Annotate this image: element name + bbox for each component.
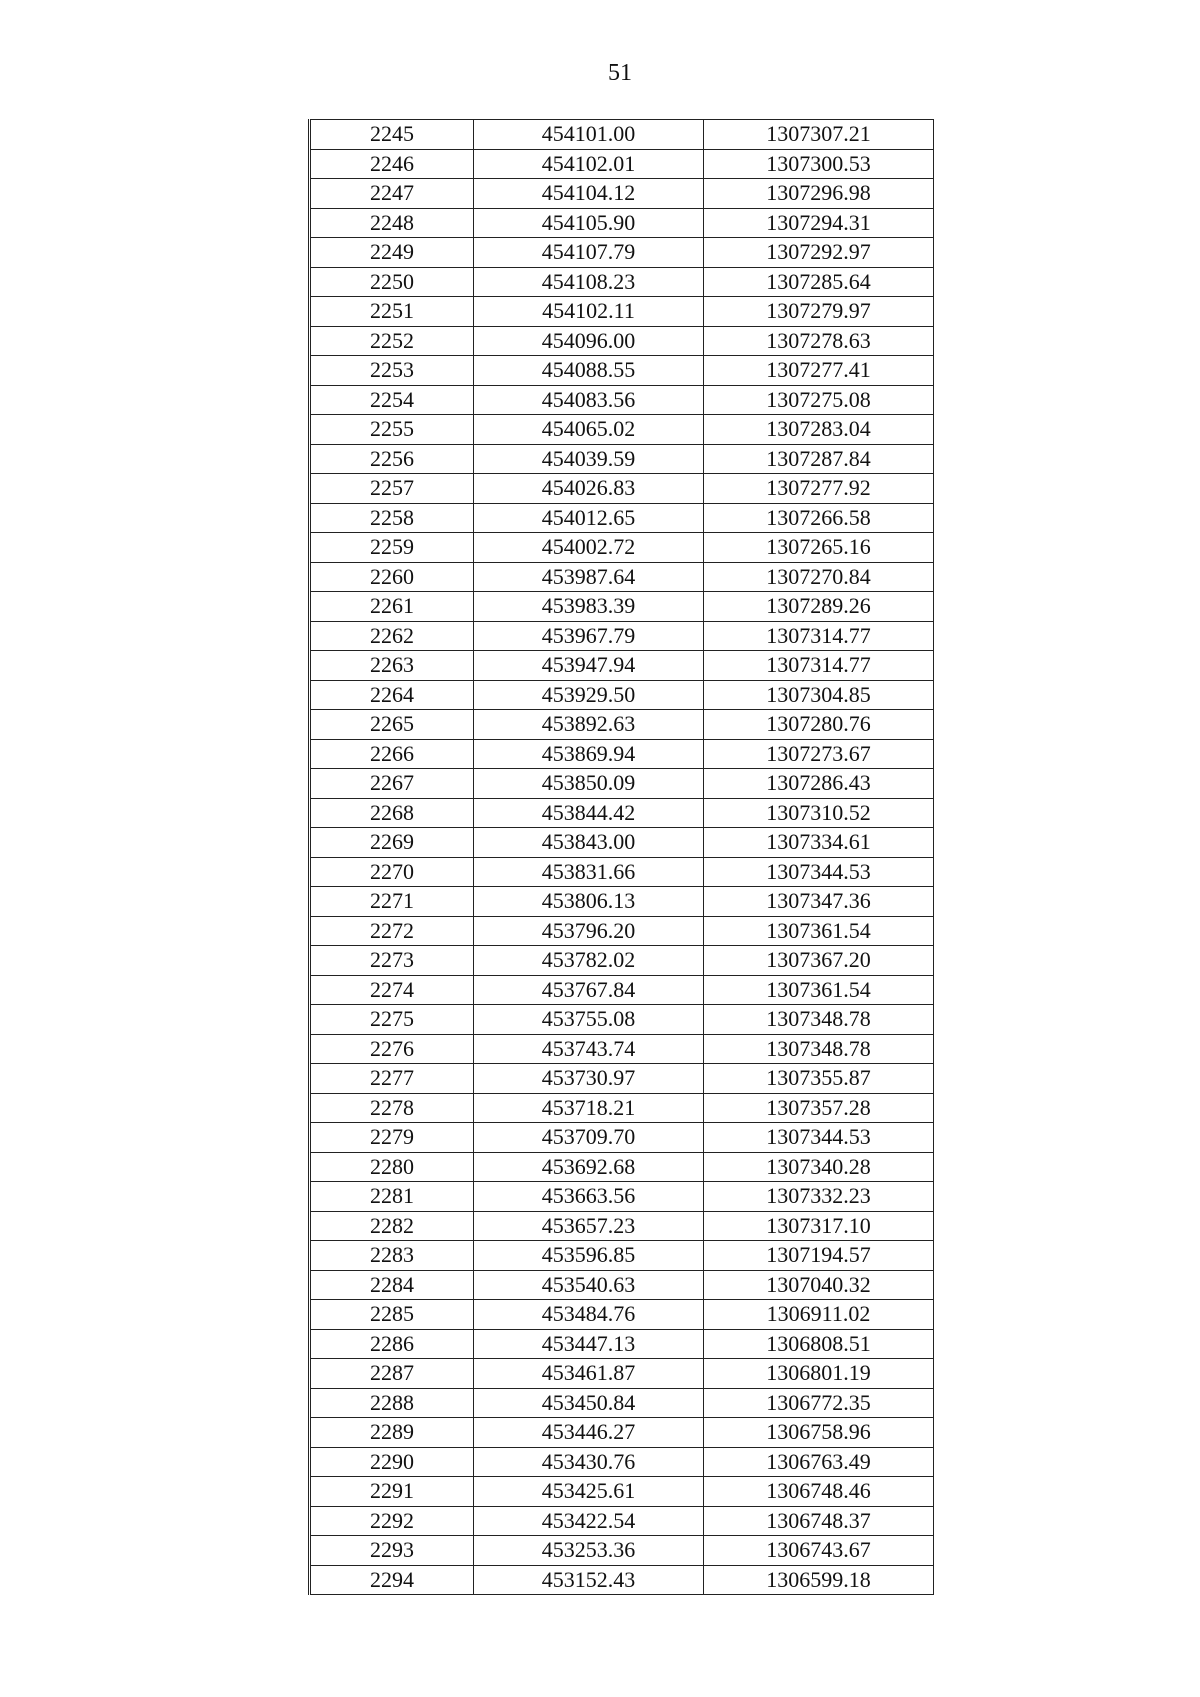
table-row — [310, 149, 934, 179]
y-coordinate-cell: 1307287.84 — [704, 444, 934, 474]
x-coordinate-cell: 453663.56 — [474, 1182, 704, 1212]
y-coordinate-cell: 1307275.08 — [704, 385, 934, 415]
table-row — [310, 1005, 934, 1035]
y-coordinate-cell: 1307265.16 — [704, 533, 934, 563]
y-coordinate-cell: 1307307.21 — [704, 120, 934, 150]
point-number-cell: 2273 — [310, 946, 474, 976]
x-coordinate-cell: 453929.50 — [474, 680, 704, 710]
y-coordinate-cell: 1307361.54 — [704, 975, 934, 1005]
x-coordinate-cell: 453743.74 — [474, 1034, 704, 1064]
x-coordinate-cell: 454088.55 — [474, 356, 704, 386]
x-coordinate-cell: 453657.23 — [474, 1211, 704, 1241]
point-number-cell: 2257 — [310, 474, 474, 504]
y-coordinate-cell: 1307332.23 — [704, 1182, 934, 1212]
table-row — [310, 680, 934, 710]
point-number-cell: 2255 — [310, 415, 474, 445]
y-coordinate-cell: 1307317.10 — [704, 1211, 934, 1241]
coordinates-table-body — [310, 120, 934, 1595]
table-row — [310, 533, 934, 563]
table-row — [310, 1477, 934, 1507]
table-row — [310, 297, 934, 327]
point-number-cell: 2265 — [310, 710, 474, 740]
table-row — [310, 1241, 934, 1271]
y-coordinate-cell: 1306808.51 — [704, 1329, 934, 1359]
x-coordinate-cell: 453850.09 — [474, 769, 704, 799]
x-coordinate-cell: 453461.87 — [474, 1359, 704, 1389]
x-coordinate-cell: 453987.64 — [474, 562, 704, 592]
point-number-cell: 2245 — [310, 120, 474, 150]
table-row — [310, 946, 934, 976]
y-coordinate-cell: 1306748.46 — [704, 1477, 934, 1507]
y-coordinate-cell: 1307357.28 — [704, 1093, 934, 1123]
point-number-cell: 2282 — [310, 1211, 474, 1241]
y-coordinate-cell: 1307277.92 — [704, 474, 934, 504]
x-coordinate-cell: 453152.43 — [474, 1565, 704, 1595]
x-coordinate-cell: 454012.65 — [474, 503, 704, 533]
point-number-cell: 2272 — [310, 916, 474, 946]
y-coordinate-cell: 1307266.58 — [704, 503, 934, 533]
point-number-cell: 2266 — [310, 739, 474, 769]
point-number-cell: 2292 — [310, 1506, 474, 1536]
point-number-cell: 2262 — [310, 621, 474, 651]
y-coordinate-cell: 1307285.64 — [704, 267, 934, 297]
table-row — [310, 444, 934, 474]
y-coordinate-cell: 1307367.20 — [704, 946, 934, 976]
point-number-cell: 2271 — [310, 887, 474, 917]
y-coordinate-cell: 1306911.02 — [704, 1300, 934, 1330]
point-number-cell: 2250 — [310, 267, 474, 297]
x-coordinate-cell: 453446.27 — [474, 1418, 704, 1448]
y-coordinate-cell: 1306772.35 — [704, 1388, 934, 1418]
y-coordinate-cell: 1307344.53 — [704, 857, 934, 887]
x-coordinate-cell: 454002.72 — [474, 533, 704, 563]
table-row — [310, 1447, 934, 1477]
y-coordinate-cell: 1307289.26 — [704, 592, 934, 622]
x-coordinate-cell: 453767.84 — [474, 975, 704, 1005]
x-coordinate-cell: 454105.90 — [474, 208, 704, 238]
table-row — [310, 1388, 934, 1418]
table-row — [310, 857, 934, 887]
x-coordinate-cell: 453947.94 — [474, 651, 704, 681]
table-row — [310, 1418, 934, 1448]
point-number-cell: 2263 — [310, 651, 474, 681]
y-coordinate-cell: 1307280.76 — [704, 710, 934, 740]
point-number-cell: 2270 — [310, 857, 474, 887]
point-number-cell: 2261 — [310, 592, 474, 622]
table-row — [310, 1536, 934, 1566]
x-coordinate-cell: 454026.83 — [474, 474, 704, 504]
x-coordinate-cell: 453450.84 — [474, 1388, 704, 1418]
y-coordinate-cell: 1307347.36 — [704, 887, 934, 917]
x-coordinate-cell: 453425.61 — [474, 1477, 704, 1507]
y-coordinate-cell: 1306801.19 — [704, 1359, 934, 1389]
table-row — [310, 739, 934, 769]
x-coordinate-cell: 453843.00 — [474, 828, 704, 858]
y-coordinate-cell: 1307348.78 — [704, 1005, 934, 1035]
x-coordinate-cell: 453447.13 — [474, 1329, 704, 1359]
table-row — [310, 651, 934, 681]
point-number-cell: 2268 — [310, 798, 474, 828]
table-row — [310, 621, 934, 651]
y-coordinate-cell: 1307361.54 — [704, 916, 934, 946]
x-coordinate-cell: 453967.79 — [474, 621, 704, 651]
y-coordinate-cell: 1306599.18 — [704, 1565, 934, 1595]
table-row — [310, 503, 934, 533]
table-row — [310, 474, 934, 504]
table-row — [310, 828, 934, 858]
point-number-cell: 2288 — [310, 1388, 474, 1418]
table-row — [310, 238, 934, 268]
table-row — [310, 208, 934, 238]
table-row — [310, 1359, 934, 1389]
coordinates-table — [308, 119, 934, 1595]
table-row — [310, 415, 934, 445]
x-coordinate-cell: 453796.20 — [474, 916, 704, 946]
point-number-cell: 2293 — [310, 1536, 474, 1566]
point-number-cell: 2279 — [310, 1123, 474, 1153]
table-row — [310, 1123, 934, 1153]
point-number-cell: 2256 — [310, 444, 474, 474]
x-coordinate-cell: 454039.59 — [474, 444, 704, 474]
y-coordinate-cell: 1307344.53 — [704, 1123, 934, 1153]
x-coordinate-cell: 453755.08 — [474, 1005, 704, 1035]
x-coordinate-cell: 453869.94 — [474, 739, 704, 769]
point-number-cell: 2289 — [310, 1418, 474, 1448]
point-number-cell: 2276 — [310, 1034, 474, 1064]
y-coordinate-cell: 1306748.37 — [704, 1506, 934, 1536]
point-number-cell: 2291 — [310, 1477, 474, 1507]
x-coordinate-cell: 453730.97 — [474, 1064, 704, 1094]
table-row — [310, 1300, 934, 1330]
point-number-cell: 2294 — [310, 1565, 474, 1595]
point-number-cell: 2260 — [310, 562, 474, 592]
y-coordinate-cell: 1307334.61 — [704, 828, 934, 858]
y-coordinate-cell: 1307314.77 — [704, 651, 934, 681]
point-number-cell: 2275 — [310, 1005, 474, 1035]
point-number-cell: 2246 — [310, 149, 474, 179]
y-coordinate-cell: 1307292.97 — [704, 238, 934, 268]
y-coordinate-cell: 1307355.87 — [704, 1064, 934, 1094]
table-row — [310, 267, 934, 297]
point-number-cell: 2280 — [310, 1152, 474, 1182]
point-number-cell: 2283 — [310, 1241, 474, 1271]
table-row — [310, 179, 934, 209]
x-coordinate-cell: 453422.54 — [474, 1506, 704, 1536]
point-number-cell: 2287 — [310, 1359, 474, 1389]
y-coordinate-cell: 1306763.49 — [704, 1447, 934, 1477]
x-coordinate-cell: 454083.56 — [474, 385, 704, 415]
table-row — [310, 562, 934, 592]
point-number-cell: 2286 — [310, 1329, 474, 1359]
point-number-cell: 2251 — [310, 297, 474, 327]
point-number-cell: 2254 — [310, 385, 474, 415]
table-row — [310, 1152, 934, 1182]
x-coordinate-cell: 453709.70 — [474, 1123, 704, 1153]
x-coordinate-cell: 454104.12 — [474, 179, 704, 209]
x-coordinate-cell: 453892.63 — [474, 710, 704, 740]
x-coordinate-cell: 453831.66 — [474, 857, 704, 887]
table-row — [310, 356, 934, 386]
x-coordinate-cell: 454108.23 — [474, 267, 704, 297]
point-number-cell: 2285 — [310, 1300, 474, 1330]
x-coordinate-cell: 453844.42 — [474, 798, 704, 828]
point-number-cell: 2281 — [310, 1182, 474, 1212]
point-number-cell: 2264 — [310, 680, 474, 710]
x-coordinate-cell: 453692.68 — [474, 1152, 704, 1182]
table-row — [310, 710, 934, 740]
page-number: 51 — [608, 60, 632, 86]
table-row — [310, 1064, 934, 1094]
table-row — [310, 1093, 934, 1123]
x-coordinate-cell: 454102.11 — [474, 297, 704, 327]
table-row — [310, 1211, 934, 1241]
point-number-cell: 2248 — [310, 208, 474, 238]
y-coordinate-cell: 1307283.04 — [704, 415, 934, 445]
point-number-cell: 2253 — [310, 356, 474, 386]
point-number-cell: 2274 — [310, 975, 474, 1005]
y-coordinate-cell: 1307294.31 — [704, 208, 934, 238]
x-coordinate-cell: 454102.01 — [474, 149, 704, 179]
table-row — [310, 1034, 934, 1064]
x-coordinate-cell: 453718.21 — [474, 1093, 704, 1123]
y-coordinate-cell: 1307348.78 — [704, 1034, 934, 1064]
table-row — [310, 769, 934, 799]
point-number-cell: 2247 — [310, 179, 474, 209]
x-coordinate-cell: 453430.76 — [474, 1447, 704, 1477]
y-coordinate-cell: 1307340.28 — [704, 1152, 934, 1182]
y-coordinate-cell: 1307314.77 — [704, 621, 934, 651]
x-coordinate-cell: 453253.36 — [474, 1536, 704, 1566]
point-number-cell: 2277 — [310, 1064, 474, 1094]
y-coordinate-cell: 1307278.63 — [704, 326, 934, 356]
point-number-cell: 2267 — [310, 769, 474, 799]
table-row — [310, 916, 934, 946]
point-number-cell: 2269 — [310, 828, 474, 858]
y-coordinate-cell: 1307270.84 — [704, 562, 934, 592]
y-coordinate-cell: 1306758.96 — [704, 1418, 934, 1448]
y-coordinate-cell: 1307194.57 — [704, 1241, 934, 1271]
table-row — [310, 592, 934, 622]
x-coordinate-cell: 454096.00 — [474, 326, 704, 356]
table-row — [310, 1506, 934, 1536]
y-coordinate-cell: 1307304.85 — [704, 680, 934, 710]
y-coordinate-cell: 1307286.43 — [704, 769, 934, 799]
table-row — [310, 1182, 934, 1212]
y-coordinate-cell: 1307300.53 — [704, 149, 934, 179]
table-row — [310, 1565, 934, 1595]
x-coordinate-cell: 454065.02 — [474, 415, 704, 445]
table-row — [310, 1270, 934, 1300]
table-row — [310, 887, 934, 917]
x-coordinate-cell: 454101.00 — [474, 120, 704, 150]
y-coordinate-cell: 1307310.52 — [704, 798, 934, 828]
y-coordinate-cell: 1307279.97 — [704, 297, 934, 327]
point-number-cell: 2252 — [310, 326, 474, 356]
x-coordinate-cell: 453806.13 — [474, 887, 704, 917]
table-row — [310, 798, 934, 828]
point-number-cell: 2259 — [310, 533, 474, 563]
x-coordinate-cell: 453540.63 — [474, 1270, 704, 1300]
x-coordinate-cell: 453596.85 — [474, 1241, 704, 1271]
point-number-cell: 2290 — [310, 1447, 474, 1477]
y-coordinate-cell: 1307296.98 — [704, 179, 934, 209]
y-coordinate-cell: 1307273.67 — [704, 739, 934, 769]
table-row — [310, 1329, 934, 1359]
y-coordinate-cell: 1307277.41 — [704, 356, 934, 386]
table-row — [310, 975, 934, 1005]
x-coordinate-cell: 453782.02 — [474, 946, 704, 976]
x-coordinate-cell: 454107.79 — [474, 238, 704, 268]
y-coordinate-cell: 1307040.32 — [704, 1270, 934, 1300]
x-coordinate-cell: 453983.39 — [474, 592, 704, 622]
table-row — [310, 326, 934, 356]
point-number-cell: 2278 — [310, 1093, 474, 1123]
x-coordinate-cell: 453484.76 — [474, 1300, 704, 1330]
point-number-cell: 2258 — [310, 503, 474, 533]
point-number-cell: 2249 — [310, 238, 474, 268]
point-number-cell: 2284 — [310, 1270, 474, 1300]
table-row — [310, 120, 934, 150]
table-row — [310, 385, 934, 415]
y-coordinate-cell: 1306743.67 — [704, 1536, 934, 1566]
